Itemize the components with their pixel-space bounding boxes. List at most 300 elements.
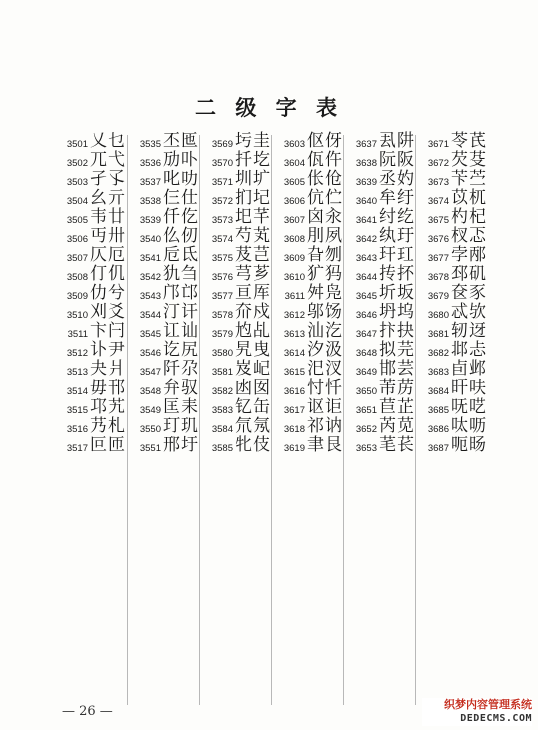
column-divider bbox=[127, 135, 128, 705]
table-row bbox=[58, 303, 128, 322]
entry-characters: 氘氖 bbox=[235, 416, 271, 436]
entry-characters: 兀弋 bbox=[90, 150, 126, 170]
table-row bbox=[58, 227, 128, 246]
entry-characters: 卣邺 bbox=[451, 359, 487, 379]
entry-number: 3547 bbox=[139, 367, 161, 378]
table-row bbox=[347, 246, 417, 265]
table-row bbox=[419, 208, 489, 227]
entry-characters: 伛伢 bbox=[307, 131, 343, 151]
table-row bbox=[275, 379, 345, 398]
entry-number: 3511 bbox=[67, 329, 88, 340]
entry-number: 3546 bbox=[139, 348, 161, 359]
table-row bbox=[347, 132, 417, 151]
entry-number: 3551 bbox=[139, 443, 161, 454]
table-row bbox=[203, 189, 273, 208]
entry-characters: 弁驭 bbox=[163, 378, 199, 398]
entry-number: 3538 bbox=[139, 196, 161, 207]
entry-number: 3678 bbox=[427, 272, 449, 283]
table-row bbox=[419, 170, 489, 189]
table-row bbox=[419, 132, 489, 151]
entry-number: 3542 bbox=[139, 272, 161, 283]
entry-number: 3570 bbox=[211, 158, 233, 169]
entry-number: 3506 bbox=[66, 234, 88, 245]
entry-characters: 仂兮 bbox=[90, 283, 126, 303]
column-2 bbox=[131, 132, 201, 455]
entry-number: 3638 bbox=[355, 158, 377, 169]
entry-number: 3505 bbox=[66, 215, 88, 226]
entry-number: 3540 bbox=[139, 234, 161, 245]
table-row bbox=[131, 436, 201, 455]
entry-number: 3613 bbox=[283, 329, 305, 340]
table-row bbox=[58, 132, 128, 151]
entry-number: 3611 bbox=[284, 291, 305, 302]
entry-number: 3675 bbox=[427, 215, 449, 226]
entry-characters: 卞闩 bbox=[90, 321, 126, 341]
entry-number: 3541 bbox=[139, 253, 161, 264]
entry-characters: 刈爻 bbox=[90, 302, 126, 322]
entry-number: 3571 bbox=[211, 177, 233, 188]
entry-number: 3537 bbox=[139, 177, 161, 188]
entry-number: 3647 bbox=[355, 329, 377, 340]
entry-characters: 厾阱 bbox=[379, 131, 415, 151]
entry-characters: 讧讪 bbox=[163, 321, 199, 341]
table-row bbox=[203, 246, 273, 265]
table-row bbox=[347, 417, 417, 436]
entry-number: 3503 bbox=[66, 177, 88, 188]
entry-number: 3606 bbox=[283, 196, 305, 207]
table-row bbox=[275, 170, 345, 189]
table-row bbox=[419, 227, 489, 246]
entry-characters: 叱叻 bbox=[163, 169, 199, 189]
entry-number: 3673 bbox=[427, 177, 449, 188]
entry-characters: 轫迓 bbox=[451, 321, 487, 341]
entry-characters: 芍芄 bbox=[235, 226, 271, 246]
table-row bbox=[58, 170, 128, 189]
entry-characters: 邝邙 bbox=[163, 283, 199, 303]
entry-number: 3643 bbox=[355, 253, 377, 264]
entry-number: 3509 bbox=[66, 291, 88, 302]
entry-characters: 汕汔 bbox=[307, 321, 343, 341]
entry-number: 3550 bbox=[139, 424, 161, 435]
entry-characters: 芨芑 bbox=[235, 245, 271, 265]
table-row bbox=[347, 341, 417, 360]
entry-number: 3569 bbox=[211, 139, 233, 150]
table-row bbox=[275, 189, 345, 208]
column-6 bbox=[419, 132, 489, 455]
entry-number: 3680 bbox=[427, 310, 449, 321]
table-row bbox=[58, 379, 128, 398]
table-row bbox=[58, 151, 128, 170]
table-row bbox=[203, 436, 273, 455]
entry-characters: 旮刎 bbox=[307, 245, 343, 265]
table-row bbox=[347, 436, 417, 455]
table-row bbox=[203, 417, 273, 436]
column-divider bbox=[343, 135, 344, 705]
table-row bbox=[419, 341, 489, 360]
table-row bbox=[347, 398, 417, 417]
entry-characters: 抃抉 bbox=[379, 321, 415, 341]
entry-characters: 祁讷 bbox=[307, 416, 343, 436]
entry-number: 3582 bbox=[211, 386, 233, 397]
entry-number: 3579 bbox=[211, 329, 233, 340]
entry-characters: 邬饧 bbox=[307, 302, 343, 322]
watermark-line1: 织梦内容管理系统 bbox=[444, 698, 532, 711]
column-3 bbox=[203, 132, 273, 455]
table-row bbox=[58, 284, 128, 303]
table-row bbox=[131, 303, 201, 322]
table-row bbox=[131, 189, 201, 208]
entry-number: 3671 bbox=[427, 139, 449, 150]
entry-characters: 邢圩 bbox=[163, 435, 199, 455]
table-row bbox=[275, 322, 345, 341]
entry-characters: 苡杌 bbox=[451, 188, 487, 208]
entry-characters: 纣纥 bbox=[379, 207, 415, 227]
entry-number: 3618 bbox=[283, 424, 305, 435]
table-row bbox=[275, 417, 345, 436]
table-row bbox=[131, 417, 201, 436]
table-row bbox=[58, 189, 128, 208]
entry-number: 3674 bbox=[427, 196, 449, 207]
table-row bbox=[419, 284, 489, 303]
entry-characters: 伥伧 bbox=[307, 169, 343, 189]
table-row bbox=[203, 284, 273, 303]
table-row bbox=[131, 398, 201, 417]
entry-characters: 圳圹 bbox=[235, 169, 271, 189]
entry-characters: 圬圭 bbox=[235, 131, 271, 151]
table-row bbox=[419, 436, 489, 455]
table-row bbox=[58, 417, 128, 436]
entry-characters: 匡耒 bbox=[163, 397, 199, 417]
table-row bbox=[275, 132, 345, 151]
entry-characters: 邶忐 bbox=[451, 340, 487, 360]
table-row bbox=[131, 208, 201, 227]
entry-number: 3508 bbox=[66, 272, 88, 283]
entry-characters: 汜汊 bbox=[307, 359, 343, 379]
entry-characters: 囟汆 bbox=[307, 207, 343, 227]
entry-number: 3575 bbox=[211, 253, 233, 264]
entry-number: 3604 bbox=[283, 158, 305, 169]
table-row bbox=[275, 208, 345, 227]
entry-characters: 凼囡 bbox=[235, 378, 271, 398]
entry-characters: 玕玒 bbox=[379, 245, 415, 265]
entry-number: 3619 bbox=[283, 443, 305, 454]
entry-characters: 奁豕 bbox=[451, 283, 487, 303]
table-row bbox=[203, 227, 273, 246]
entry-characters: 叵匝 bbox=[90, 435, 126, 455]
entry-number: 3646 bbox=[355, 310, 377, 321]
entry-number: 3535 bbox=[139, 139, 161, 150]
entry-number: 3642 bbox=[355, 234, 377, 245]
entry-characters: 邯芸 bbox=[379, 359, 415, 379]
entry-characters: 仃仉 bbox=[90, 264, 126, 284]
entry-characters: 岌屺 bbox=[235, 359, 271, 379]
entry-number: 3572 bbox=[211, 196, 233, 207]
entry-number: 3676 bbox=[427, 234, 449, 245]
entry-characters: 刖夙 bbox=[307, 226, 343, 246]
entry-characters: 玎玑 bbox=[163, 416, 199, 436]
entry-number: 3517 bbox=[66, 443, 88, 454]
entry-characters: 讫尻 bbox=[163, 340, 199, 360]
table-row bbox=[419, 417, 489, 436]
table-row bbox=[131, 284, 201, 303]
table-row bbox=[203, 379, 273, 398]
entry-characters: 忒欤 bbox=[451, 302, 487, 322]
entry-characters: 呃旸 bbox=[451, 435, 487, 455]
table-row bbox=[203, 151, 273, 170]
entry-characters: 苓芪 bbox=[451, 131, 487, 151]
table-row bbox=[203, 265, 273, 284]
entry-number: 3684 bbox=[427, 386, 449, 397]
entry-number: 3685 bbox=[427, 405, 449, 416]
table-row bbox=[58, 398, 128, 417]
table-row bbox=[419, 303, 489, 322]
entry-number: 3510 bbox=[66, 310, 88, 321]
entry-characters: 汐汲 bbox=[307, 340, 343, 360]
entry-number: 3543 bbox=[139, 291, 161, 302]
entry-number: 3639 bbox=[355, 177, 377, 188]
entry-characters: 佤仵 bbox=[307, 150, 343, 170]
entry-characters: 忖忏 bbox=[307, 378, 343, 398]
entry-number: 3544 bbox=[139, 310, 161, 321]
entry-number: 3502 bbox=[66, 158, 88, 169]
table-row bbox=[131, 379, 201, 398]
entry-characters: 聿艮 bbox=[307, 435, 343, 455]
column-4 bbox=[275, 132, 345, 455]
table-row bbox=[275, 151, 345, 170]
table-row bbox=[419, 151, 489, 170]
entry-number: 3686 bbox=[427, 424, 449, 435]
entry-characters: 苄苎 bbox=[451, 169, 487, 189]
table-row bbox=[347, 379, 417, 398]
table-row bbox=[275, 227, 345, 246]
entry-number: 3614 bbox=[283, 348, 305, 359]
table-row bbox=[347, 303, 417, 322]
entry-characters: 丕匜 bbox=[163, 131, 199, 151]
column-1 bbox=[58, 132, 128, 455]
table-row bbox=[347, 208, 417, 227]
entry-characters: 钇缶 bbox=[235, 397, 271, 417]
entry-characters: 亘厍 bbox=[235, 283, 271, 303]
page-number: — 26 — bbox=[62, 704, 113, 719]
entry-characters: 犰刍 bbox=[163, 264, 199, 284]
entry-number: 3682 bbox=[427, 348, 449, 359]
entry-number: 3637 bbox=[355, 139, 377, 150]
entry-characters: 夬爿 bbox=[90, 359, 126, 379]
entry-characters: 邛艽 bbox=[90, 397, 126, 417]
entry-characters: 丏卅 bbox=[90, 226, 126, 246]
table-row bbox=[275, 360, 345, 379]
entry-characters: 孑孓 bbox=[90, 169, 126, 189]
entry-characters: 芼苌 bbox=[379, 435, 415, 455]
entry-characters: 仄厄 bbox=[90, 245, 126, 265]
table-row bbox=[58, 265, 128, 284]
entry-number: 3576 bbox=[211, 272, 233, 283]
table-row bbox=[58, 360, 128, 379]
table-row bbox=[203, 360, 273, 379]
table-row bbox=[203, 170, 273, 189]
table-row bbox=[275, 436, 345, 455]
column-divider bbox=[199, 135, 200, 705]
entry-number: 3649 bbox=[355, 367, 377, 378]
entry-characters: 芮苋 bbox=[379, 416, 415, 436]
entry-characters: 坍坞 bbox=[379, 302, 415, 322]
entry-characters: 呔呖 bbox=[451, 416, 487, 436]
table-row bbox=[203, 132, 273, 151]
entry-characters: 卮氐 bbox=[163, 245, 199, 265]
table-row bbox=[419, 189, 489, 208]
table-row bbox=[131, 132, 201, 151]
table-row bbox=[131, 246, 201, 265]
entry-characters: 仨仕 bbox=[163, 188, 199, 208]
table-row bbox=[203, 303, 273, 322]
entry-characters: 扦圪 bbox=[235, 150, 271, 170]
entry-characters: 杈忑 bbox=[451, 226, 487, 246]
table-row bbox=[419, 265, 489, 284]
entry-number: 3609 bbox=[283, 253, 305, 264]
table-row bbox=[131, 341, 201, 360]
entry-characters: 汀讦 bbox=[163, 302, 199, 322]
entry-number: 3539 bbox=[139, 215, 161, 226]
entry-characters: 圻坂 bbox=[379, 283, 415, 303]
table-row bbox=[347, 284, 417, 303]
entry-number: 3573 bbox=[211, 215, 233, 226]
table-row bbox=[419, 322, 489, 341]
watermark bbox=[422, 698, 532, 726]
table-row bbox=[347, 170, 417, 189]
table-row bbox=[131, 360, 201, 379]
entry-number: 3515 bbox=[66, 405, 88, 416]
entry-characters: 牝伎 bbox=[235, 435, 271, 455]
entry-number: 3578 bbox=[211, 310, 233, 321]
entry-characters: 乂乜 bbox=[90, 131, 126, 151]
table-row bbox=[347, 227, 417, 246]
table-row bbox=[419, 379, 489, 398]
entry-number: 3583 bbox=[211, 405, 233, 416]
entry-characters: 仫仞 bbox=[163, 226, 199, 246]
entry-number: 3577 bbox=[211, 291, 233, 302]
column-divider bbox=[415, 135, 416, 705]
entry-number: 3516 bbox=[66, 424, 88, 435]
entry-characters: 毋邗 bbox=[90, 378, 126, 398]
entry-characters: 旯曳 bbox=[235, 340, 271, 360]
entry-number: 3545 bbox=[139, 329, 161, 340]
entry-number: 3536 bbox=[139, 158, 161, 169]
entry-characters: 艿札 bbox=[90, 416, 126, 436]
entry-number: 3615 bbox=[283, 367, 305, 378]
entry-number: 3603 bbox=[283, 139, 305, 150]
table-row bbox=[131, 151, 201, 170]
entry-number: 3612 bbox=[283, 310, 305, 321]
watermark-line2: DEDECMS.COM bbox=[460, 713, 532, 724]
page-title: 二 级 字 表 bbox=[195, 95, 343, 120]
table-row bbox=[203, 208, 273, 227]
entry-number: 3681 bbox=[427, 329, 449, 340]
table-row bbox=[419, 246, 489, 265]
table-row bbox=[347, 265, 417, 284]
entry-characters: 呒呓 bbox=[451, 397, 487, 417]
entry-characters: 芾苈 bbox=[379, 378, 415, 398]
table-row bbox=[275, 303, 345, 322]
entry-number: 3683 bbox=[427, 367, 449, 378]
entry-number: 3585 bbox=[211, 443, 233, 454]
entry-number: 3607 bbox=[283, 215, 305, 226]
entry-characters: 孛邴 bbox=[451, 245, 487, 265]
table-row bbox=[275, 284, 345, 303]
table-row bbox=[275, 341, 345, 360]
entry-characters: 伉伫 bbox=[307, 188, 343, 208]
entry-number: 3616 bbox=[283, 386, 305, 397]
column-divider bbox=[271, 135, 272, 705]
entry-number: 3640 bbox=[355, 196, 377, 207]
table-row bbox=[131, 170, 201, 189]
entry-number: 3584 bbox=[211, 424, 233, 435]
entry-characters: 扪圮 bbox=[235, 188, 271, 208]
entry-characters: 杓杞 bbox=[451, 207, 487, 227]
entry-characters: 芡芟 bbox=[451, 150, 487, 170]
entry-characters: 幺亓 bbox=[90, 188, 126, 208]
table-row bbox=[347, 322, 417, 341]
entry-characters: 仟仡 bbox=[163, 207, 199, 227]
entry-number: 3580 bbox=[211, 348, 233, 359]
table-row bbox=[275, 265, 345, 284]
table-row bbox=[203, 322, 273, 341]
entry-characters: 苣芷 bbox=[379, 397, 415, 417]
entry-number: 3677 bbox=[427, 253, 449, 264]
entry-number: 3507 bbox=[66, 253, 88, 264]
entry-number: 3504 bbox=[66, 196, 88, 207]
entry-characters: 邳矶 bbox=[451, 264, 487, 284]
entry-characters: 抟抔 bbox=[379, 264, 415, 284]
entry-characters: 尥乩 bbox=[235, 321, 271, 341]
entry-number: 3548 bbox=[139, 386, 161, 397]
table-row bbox=[58, 436, 128, 455]
entry-characters: 圯芊 bbox=[235, 207, 271, 227]
table-row bbox=[58, 246, 128, 265]
entry-characters: 韦廿 bbox=[90, 207, 126, 227]
entry-number: 3605 bbox=[283, 177, 305, 188]
entry-number: 3650 bbox=[355, 386, 377, 397]
entry-number: 3617 bbox=[283, 405, 305, 416]
entry-number: 3608 bbox=[283, 234, 305, 245]
entry-number: 3648 bbox=[355, 348, 377, 359]
table-row bbox=[58, 322, 128, 341]
entry-characters: 讣尹 bbox=[90, 340, 126, 360]
entry-number: 3653 bbox=[355, 443, 377, 454]
table-row bbox=[347, 189, 417, 208]
table-row bbox=[58, 208, 128, 227]
table-row bbox=[131, 265, 201, 284]
entry-number: 3610 bbox=[283, 272, 305, 283]
entry-characters: 夼戍 bbox=[235, 302, 271, 322]
table-row bbox=[203, 341, 273, 360]
entry-number: 3644 bbox=[355, 272, 377, 283]
table-row bbox=[203, 398, 273, 417]
entry-number: 3581 bbox=[211, 367, 233, 378]
entry-number: 3501 bbox=[66, 139, 88, 150]
table-row bbox=[275, 246, 345, 265]
entry-number: 3574 bbox=[211, 234, 233, 245]
table-row bbox=[419, 398, 489, 417]
entry-characters: 牟纡 bbox=[379, 188, 415, 208]
entry-characters: 拟芫 bbox=[379, 340, 415, 360]
table-row bbox=[419, 360, 489, 379]
table-row bbox=[131, 322, 201, 341]
entry-characters: 旰呋 bbox=[451, 378, 487, 398]
entry-number: 3641 bbox=[355, 215, 377, 226]
table-row bbox=[347, 151, 417, 170]
entry-characters: 犷犸 bbox=[307, 264, 343, 284]
entry-number: 3514 bbox=[66, 386, 88, 397]
